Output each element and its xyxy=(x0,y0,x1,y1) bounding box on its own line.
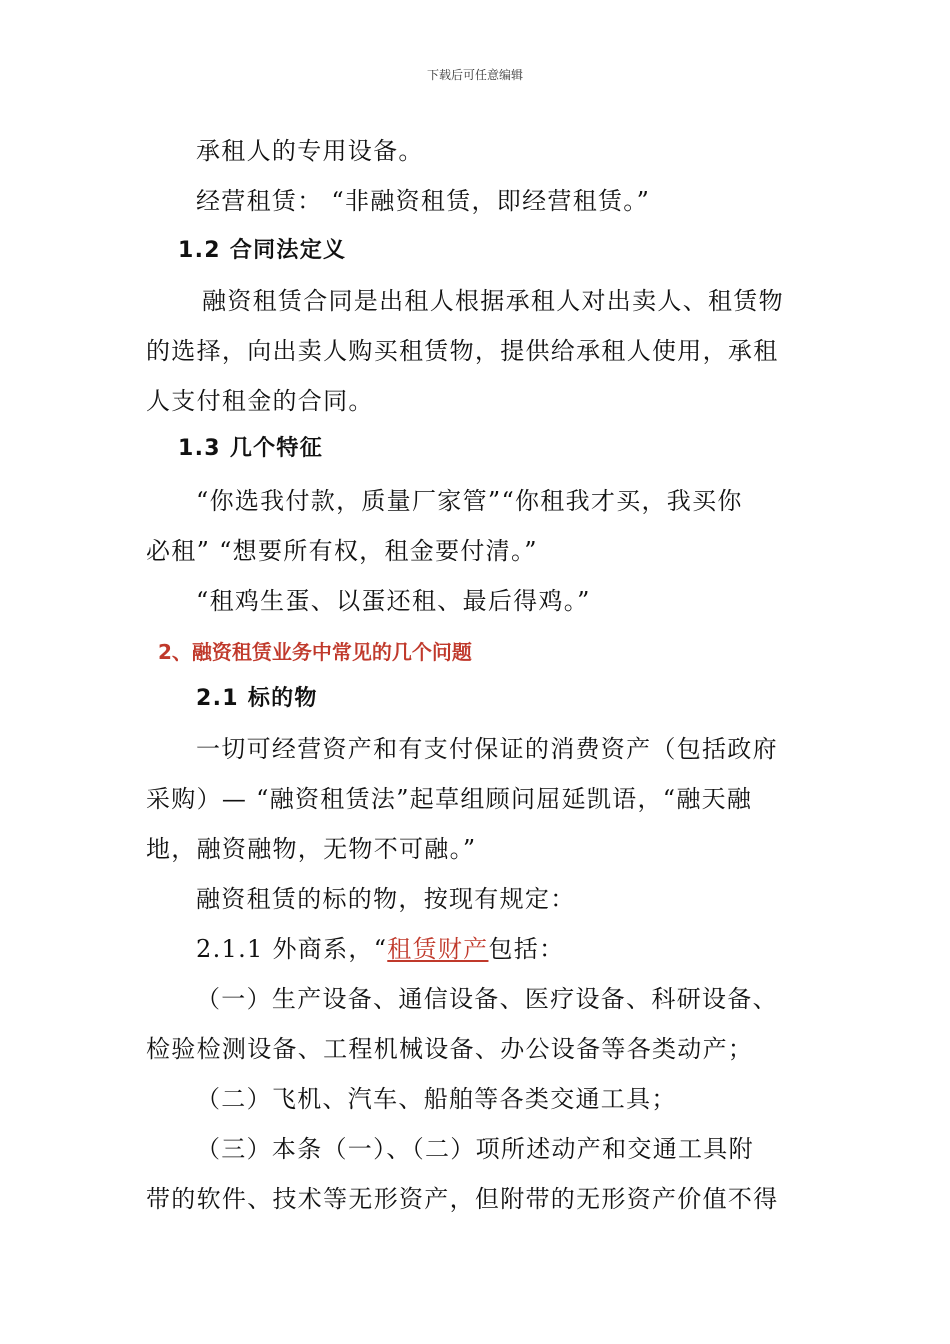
paragraph-line: 地，融资融物，无物不可融。” xyxy=(146,835,477,863)
paragraph-line: （三）本条（一）、（二）项所述动产和交通工具附 xyxy=(196,1135,754,1163)
paragraph-line: 的选择，向出卖人购买租赁物，提供给承租人使用，承租 xyxy=(146,337,779,365)
section-heading-1-2: 1.2 合同法定义 xyxy=(178,238,347,263)
paragraph-line: 采购）— “融资租赁法”起草组顾问屈延凯语，“融天融 xyxy=(146,785,753,813)
line-prefix: 2.1.1 外商系，“ xyxy=(196,935,388,963)
paragraph-line: 融资租赁合同是出租人根据承租人对出卖人、租赁物 xyxy=(202,287,784,315)
paragraph-line: 融资租赁的标的物，按现有规定： xyxy=(196,885,576,913)
paragraph-line: 承租人的专用设备。 xyxy=(196,137,424,165)
paragraph-line: 必租” “想要所有权，租金要付清。” xyxy=(146,537,538,565)
paragraph-line: （二）飞机、汽车、船舶等各类交通工具； xyxy=(196,1085,677,1113)
paragraph-line xyxy=(196,934,564,964)
leased-property-link[interactable]: 租赁财产 xyxy=(387,935,489,963)
section-heading-1-3: 1.3 几个特征 xyxy=(178,436,324,461)
chapter-heading-2: 2、融资租赁业务中常见的几个问题 xyxy=(158,640,472,664)
paragraph-line: “你选我付款，质量厂家管”“你租我才买，我买你 xyxy=(196,487,743,515)
paragraph-line: 经营租赁： “非融资租赁，即经营租赁。” xyxy=(196,187,651,215)
paragraph-line: 人支付租金的合同。 xyxy=(146,387,374,415)
paragraph-line: 带的软件、技术等无形资产，但附带的无形资产价值不得 xyxy=(146,1185,779,1213)
section-heading-2-1: 2.1 标的物 xyxy=(196,686,318,711)
paragraph-line: 检验检测设备、工程机械设备、办公设备等各类动产； xyxy=(146,1035,754,1063)
paragraph-line: “租鸡生蛋、以蛋还租、最后得鸡。” xyxy=(196,587,591,615)
paragraph-line: （一）生产设备、通信设备、医疗设备、科研设备、 xyxy=(196,985,778,1013)
line-suffix: 包括： xyxy=(488,935,565,963)
page-header: 下载后可任意编辑 xyxy=(426,68,523,82)
paragraph-line: 一切可经营资产和有支付保证的消费资产（包括政府 xyxy=(196,735,778,763)
